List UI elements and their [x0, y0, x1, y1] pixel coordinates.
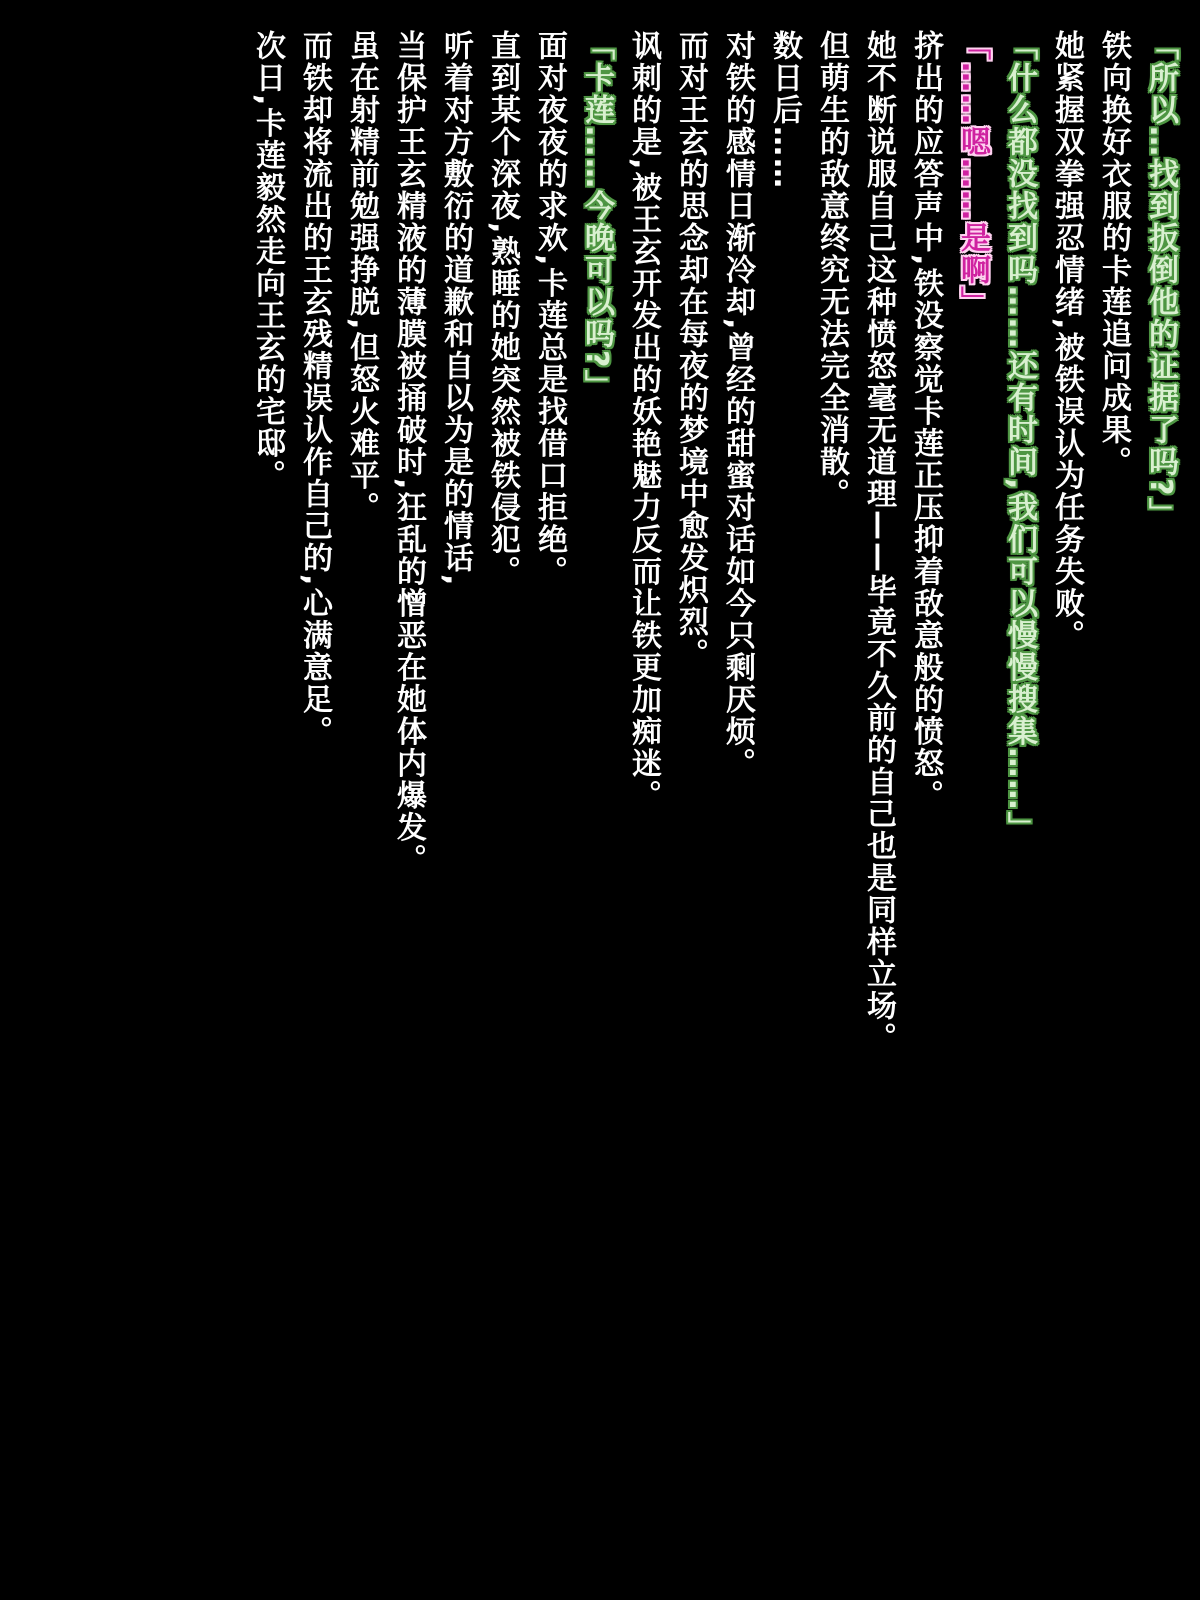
narration-line: 听着对方敷衍的道歉和自以为是的情话,	[438, 30, 473, 588]
narration-line: 数日后……	[767, 30, 802, 190]
dialogue-line: 「所以…找到扳倒他的证据了吗?」	[1143, 30, 1178, 530]
narration-line: 而铁却将流出的王玄残精误认作自己的,心满意足。	[297, 30, 332, 748]
narration-line: 她紧握双拳强忍情绪,被铁误认为任务失败。	[1049, 30, 1084, 652]
narration-line: 虽在射精前勉强挣脱,但怒火难平。	[344, 30, 379, 524]
narration-line: 直到某个深夜,熟睡的她突然被铁侵犯。	[485, 30, 520, 588]
dialogue-line: 「什么都没找到吗……还有时间,我们可以慢慢搜集……」	[1002, 30, 1037, 844]
narration-line: 而对王玄的思念却在每夜的梦境中愈发炽烈。	[673, 30, 708, 670]
narration-line: 对铁的感情日渐冷却,曾经的甜蜜对话如今只剩厌烦。	[720, 30, 755, 780]
dialogue-line: 「……嗯……是啊」	[955, 30, 990, 318]
narration-line: 铁向换好衣服的卡莲追问成果。	[1096, 30, 1131, 478]
narration-line: 次日,卡莲毅然走向王玄的宅邸。	[250, 30, 285, 492]
narration-line: 挤出的应答声中,铁没察觉卡莲正压抑着敌意般的愤怒。	[908, 30, 943, 812]
narration-line: 讽刺的是,被王玄开发出的妖艳魅力反而让铁更加痴迷。	[626, 30, 661, 812]
narration-line: 面对夜夜的求欢,卡莲总是找借口拒绝。	[532, 30, 567, 588]
narration-line: 但萌生的敌意终究无法完全消散。	[814, 30, 849, 510]
narration-line: 当保护王玄精液的薄膜被捅破时,狂乱的憎恶在她体内爆发。	[391, 30, 426, 876]
dialogue-line: 「卡莲……今晚可以吗?」	[579, 30, 614, 402]
narration-line: 她不断说服自己这种愤怒毫无道理——毕竟不久前的自己也是同样立场。	[861, 30, 896, 1054]
